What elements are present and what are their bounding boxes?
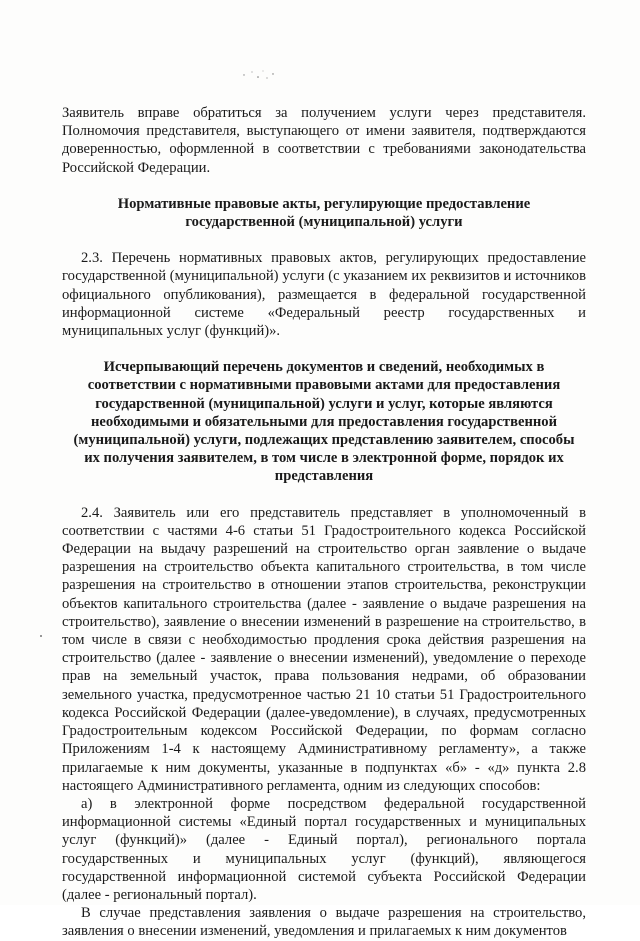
paragraph-submission-case: В случае представления заявления о выдаче разрешения на строительство, заявления о внесении изменений, уведомления и прилагаемых к ним документов [62,905,586,940]
document-body [62,104,586,941]
paragraph-representative: Заявитель вправе обратиться за получением услуги через представителя. Полномочия представителя, выступающего от имени заявителя, подтверждаются доверенностью, оформленной в соответствии с требованиями законодательства Российской Федерации. [62,105,586,176]
paragraph-2-4: 2.4. Заявитель или его представитель представляет в уполномоченный в соответствии с частями 4-6 статьи 51 Градостроительного кодекса Российской Федерации на выдачу разрешений на строительство орган заявление о выдаче разрешения на строительство объекта капитального строительства, в том числе разрешения на строительство в отношении этапов строительства, реконструкции объектов капитального строительства (далее - заявление о выдаче разрешения на строительство), заявление о внесении изменений в разрешение на строительство, в том числе в связи с необходимостью продления срока действия разрешения на строительство (далее - заявление о внесении изменений), уведомление о переходе прав на земельный участок, права пользования недрами, об образовании земельного участка, предусмотренное частью 21 10 статьи 51 Градостроительного кодекса Российской Федерации (далее-уведомление), в случаях, предусмотренных Градостроительным кодексом Российской Федерации, по формам согласно Приложениям 1-4 к настоящему Административному регламенту», а также прилагаемые к ним документы, указанные в подпунктах «б» - «д» пункта 2.8 настоящего Административного регламента, одним из следующих способов: [62,504,586,794]
paragraph-item-a: а) в электронной форме посредством федеральной государственной информационной системы «Единый портал государственных и муниципальных услуг (функций)» (далее - Единый портал), регионального портала государственных и муниципальных услуг (функций), являющегося государственной информационной системой субъекта Российской Федерации (далее - региональный портал). [62,795,586,903]
paragraph-2-3: 2.3. Перечень нормативных правовых актов, регулирующих предоставление государственной (муниципальной) услуги (с указанием их реквизитов и источников официального опубликования), размещается в федеральной государственной информационной системе «Федеральный реестр государственных и муниципальных услуг (функций)». [62,250,586,340]
scan-speck [40,635,42,637]
section-heading-legal-acts: Нормативные правовые акты, регулирующие предоставление государственной (муниципальной) услуги [117,195,531,231]
section-heading-documents-list: Исчерпывающий перечень документов и сведений, необходимых в соответствии с нормативными правовыми актами для предоставления государственной (муниципальной) услуги и услуг, которые являются необходимыми и обязательными для предоставления государственной (муниципальной) услуги, подлежащих представлению заявителем, способы их получения заявителем, в том числе в электронной форме, порядок их представления [73,359,575,485]
scan-artifact [240,66,280,82]
